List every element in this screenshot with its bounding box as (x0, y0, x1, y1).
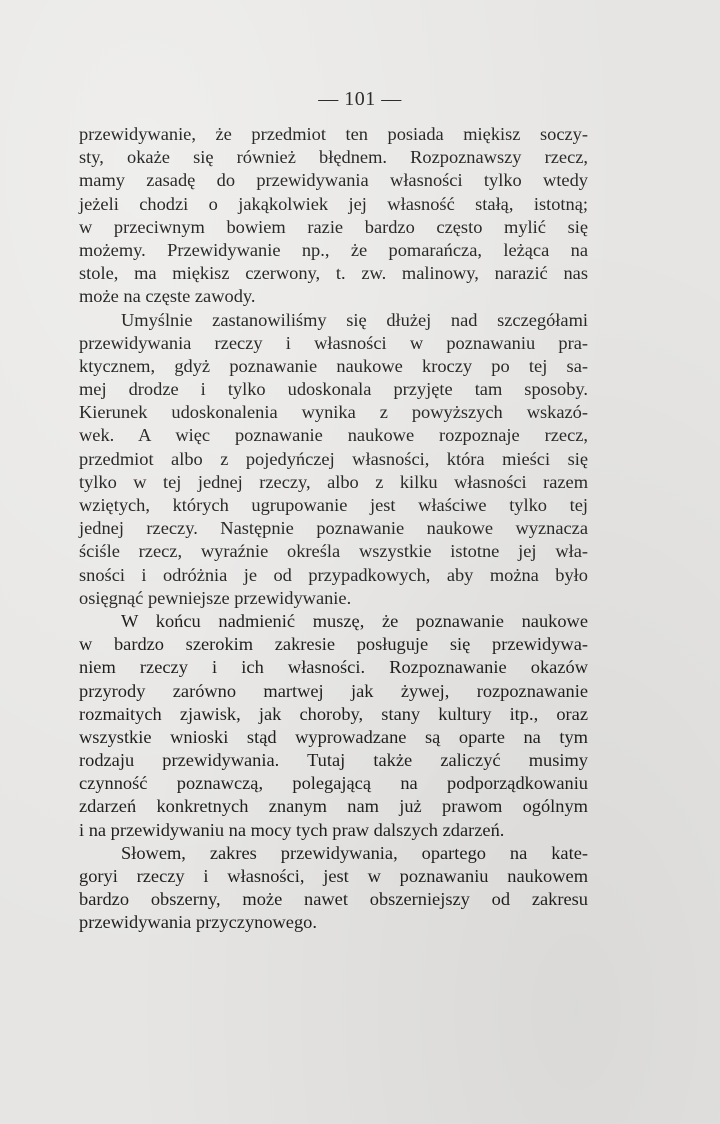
text-line: jednej rzeczy. Następnie poznawanie naukowe wyznacza (79, 518, 588, 539)
text-line: sty, okaże się również błędnem. Rozpoznawszy rzecz, (79, 147, 588, 168)
text-line: ściśle rzecz, wyraźnie określa wszystkie istotne jej wła- (79, 541, 588, 562)
text-line: przewidywania rzeczy i własności w poznawaniu pra- (79, 332, 588, 353)
text-line: goryi rzeczy i własności, jest w poznawaniu naukowem (79, 866, 588, 886)
text-line: bardzo obszerny, może nawet obszerniejszy od zakresu (79, 889, 588, 910)
text-line: możemy. Przewidywanie np., że pomarańcza, leżąca na (79, 239, 588, 260)
text-line: przewidywania przyczynowego. (79, 912, 317, 933)
text-line: przyrody zarówno martwej jak żywej, rozpoznawanie (79, 680, 588, 701)
text-line: osięgnąć pewniejsze przewidywanie. (79, 587, 352, 608)
text-line: rozmaitych zjawisk, jak choroby, stany kultury itp., oraz (79, 703, 588, 724)
text-line: ktycznem, gdyż poznawanie naukowe kroczy po tej sa- (79, 355, 588, 376)
text-line: wziętych, których ugrupowanie jest właściwe tylko tej (79, 495, 588, 515)
text-line: w przeciwnym bowiem razie bardzo często mylić się (79, 216, 588, 237)
text-line: zdarzeń konkretnych znanym nam już prawom ogólnym (79, 796, 588, 817)
text-line: rodzaju przewidywania. Tutaj także zaliczyć musimy (79, 750, 588, 771)
text-line: wszystkie wnioski stąd wyprowadzane są oparte na tym (79, 726, 588, 747)
text-line: jeżeli chodzi o jakąkolwiek jej własność stałą, istotną; (79, 193, 588, 214)
text-line: Umyślnie zastanowiliśmy się dłużej nad szczegółami (121, 309, 588, 330)
text-line: W końcu nadmienić muszę, że poznawanie naukowe (121, 610, 588, 631)
page-number: — 101 — (318, 88, 402, 110)
text-line: sności i odróżnia je od przypadkowych, aby można było (79, 564, 588, 585)
text-line: i na przewidywaniu na mocy tych praw dalszych zdarzeń. (79, 819, 505, 840)
text-line: niem rzeczy i ich własności. Rozpoznawanie okazów (79, 657, 588, 678)
text-line: czynność poznawczą, polegającą na podporządkowaniu (79, 773, 588, 794)
text-line: może na częste zawody. (79, 286, 256, 307)
paragraph-4 (79, 842, 588, 935)
text-line: przedmiot albo z pojedyńczej własności, która mieści się (79, 448, 588, 469)
text-line: w bardzo szerokim zakresie posługuje się przewidywa- (79, 634, 588, 655)
body-text (79, 123, 588, 935)
text-line: mamy zasadę do przewidywania własności tylko wtedy (79, 170, 588, 191)
text-line: tylko w tej jednej rzeczy, albo z kilku własności razem (79, 471, 588, 492)
text-line: przewidywanie, że przedmiot ten posiada miękisz soczy- (79, 124, 588, 144)
text-line: mej drodze i tylko udoskonala przyjęte tam sposoby. (79, 379, 588, 400)
paragraph-3 (79, 610, 588, 842)
text-line: Słowem, zakres przewidywania, opartego na kate- (121, 842, 588, 863)
text-line: stole, ma miękisz czerwony, t. zw. malinowy, narazić nas (79, 263, 588, 284)
paragraph-2 (79, 309, 588, 610)
text-line: wek. A więc poznawanie naukowe rozpoznaje rzecz, (79, 425, 588, 446)
paragraph-1 (79, 123, 588, 309)
text-line: Kierunek udoskonalenia wynika z powyższych wskazó- (79, 402, 588, 423)
